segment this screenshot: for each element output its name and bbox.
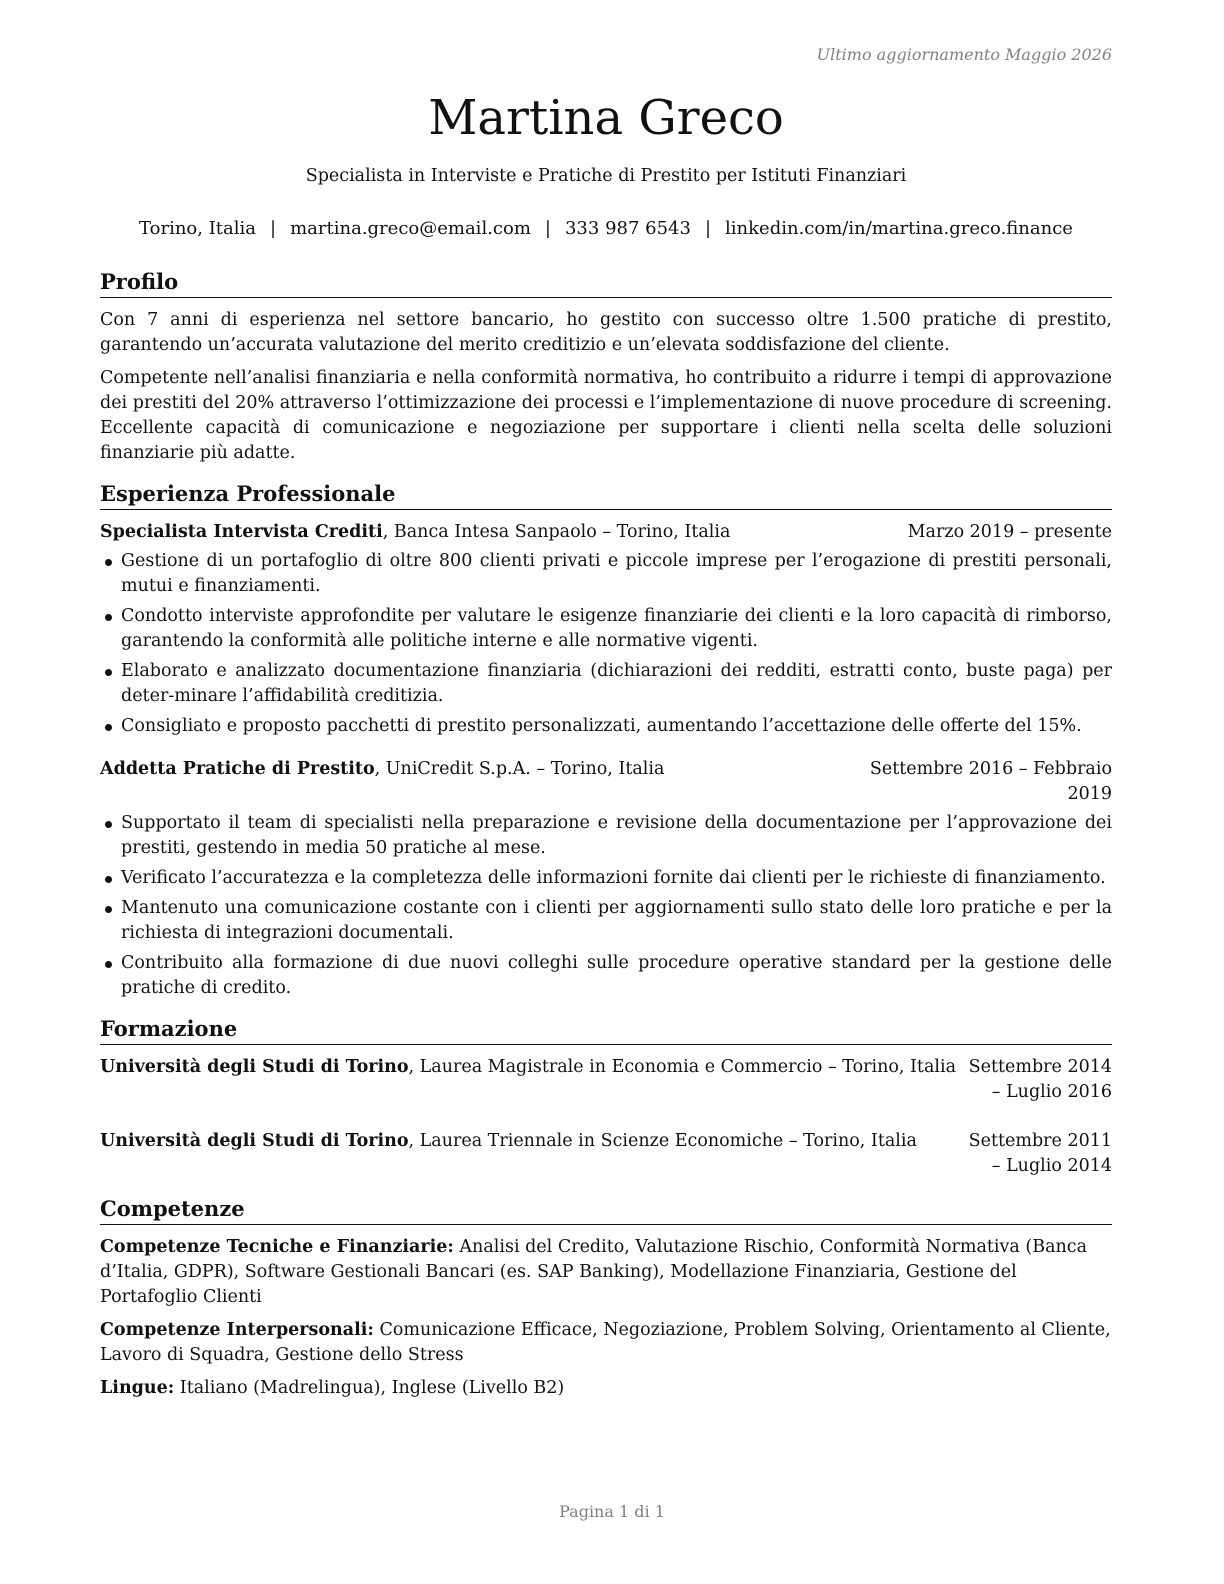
education-detail: , Laurea Triennale in Scienze Economiche – Torino, Italia bbox=[408, 1131, 917, 1151]
skills-row bbox=[100, 1376, 1112, 1401]
candidate-name: Martina Greco bbox=[428, 90, 784, 146]
education-detail: , Laurea Magistrale in Economia e Commercio – Torino, Italia bbox=[408, 1057, 957, 1077]
page-number: Pagina 1 di 1 bbox=[559, 1502, 665, 1521]
skills-label: Competenze Tecniche e Finanziarie: bbox=[100, 1237, 454, 1257]
skills-section-title: Competenze bbox=[100, 1195, 1112, 1225]
job-bullet: Gestione di un portafoglio di oltre 800 clienti privati e piccole imprese per l’erogazione di prestiti personali, mutui e finanziamenti. bbox=[100, 549, 1112, 599]
skills-section bbox=[100, 1195, 1112, 1401]
contact-separator: | bbox=[544, 218, 551, 239]
job-bullet-list bbox=[100, 549, 1112, 739]
education-entry bbox=[100, 1055, 1112, 1105]
contact-email[interactable]: martina.greco@email.com bbox=[290, 218, 531, 239]
job-bullet: Condotto interviste approfondite per valutare le esigenze finanziarie dei clienti e la loro capacità di rimborso, garantendo la conformità alle politiche interne e alle normative vigenti. bbox=[100, 604, 1112, 654]
experience-section bbox=[100, 480, 1112, 1001]
job-bullet-list bbox=[100, 811, 1112, 1001]
contact-separator: | bbox=[704, 218, 712, 239]
last-updated-note: Ultimo aggiornamento Maggio 2026 bbox=[816, 45, 1112, 64]
skills-value: Italiano (Madrelingua), Inglese (Livello B2) bbox=[174, 1378, 565, 1398]
job-bullet: Mantenuto una comunicazione costante con i clienti per aggiornamenti sullo stato delle loro pratiche e per la richiesta di integrazioni documentali. bbox=[100, 896, 1112, 946]
job-bullet: Supportato il team di specialisti nella preparazione e revisione della documentazione per l’approvazione dei prestiti, gestendo in media 50 pratiche al mese. bbox=[100, 811, 1112, 861]
resume-page bbox=[100, 0, 1112, 1584]
job-entry bbox=[100, 757, 1112, 1001]
skills-value: Comunicazione Efficace, Negoziazione, Problem Solving, Orientamento al Cliente, Lavoro di Squadra, Gestione dello Stress bbox=[100, 1320, 1111, 1365]
skills-row bbox=[100, 1318, 1112, 1368]
education-school: Università degli Studi di Torino bbox=[100, 1057, 409, 1077]
job-bullet: Verificato l’accuratezza e la completezza delle informazioni fornite dai clienti per le richieste di finanziamento. bbox=[100, 866, 1112, 891]
contact-location: Torino, Italia bbox=[139, 218, 257, 239]
profile-section bbox=[100, 268, 1112, 466]
skills-label: Competenze Interpersonali: bbox=[100, 1320, 374, 1340]
experience-section-title: Esperienza Professionale bbox=[100, 480, 1112, 510]
job-bullet: Contribuito alla formazione di due nuovi colleghi sulle procedure operative standard per la gestione delle pratiche di credito. bbox=[100, 951, 1112, 1001]
profile-section-title: Profilo bbox=[100, 268, 1112, 298]
contact-line bbox=[100, 218, 1112, 239]
profile-paragraph: Con 7 anni di esperienza nel settore bancario, ho gestito con successo oltre 1.500 pratiche di prestito, garantendo un’accurata valutazione del merito creditizio e un’elevata soddisfazione del cliente. bbox=[100, 310, 1112, 355]
skills-value: Analisi del Credito, Valutazione Rischio, Conformità Normativa (Banca d’Italia, GDPR), Software Gestionali Bancari (es. SAP Banking), Modellazione Finanziaria, Gestione del Portafoglio Clienti bbox=[100, 1237, 1088, 1307]
education-entry bbox=[100, 1129, 1112, 1179]
job-dates: Marzo 2019 – presente bbox=[907, 522, 1112, 542]
job-company: , UniCredit S.p.A. – Torino, Italia bbox=[374, 759, 665, 779]
skills-label: Lingue: bbox=[100, 1378, 175, 1398]
contact-separator: | bbox=[270, 218, 277, 239]
profile-paragraph: Competente nell’analisi finanziaria e nella conformità normativa, ho contribuito a ridurre i tempi di approvazione dei prestiti del 20% attraverso l’ottimizzazione dei processi e l’implementazione di nuove procedure di screening. Eccellente capacità di comunicazione e negoziazione per supportare i clienti nella scelta delle soluzioni finanziarie più adatte. bbox=[100, 368, 1112, 463]
job-bullet: Consigliato e proposto pacchetti di prestito personalizzati, aumentando l’accettazione delle offerte del 15%. bbox=[100, 714, 1112, 739]
job-header bbox=[100, 757, 1112, 807]
job-company: , Banca Intesa Sanpaolo – Torino, Italia bbox=[382, 522, 731, 542]
job-bullet: Elaborato e analizzato documentazione finanziaria (dichiarazioni dei redditi, estratti conto, buste paga) per deter-minare l’affidabilità creditizia. bbox=[100, 659, 1112, 709]
education-school: Università degli Studi di Torino bbox=[100, 1131, 409, 1151]
education-section-title: Formazione bbox=[100, 1015, 1112, 1045]
contact-phone[interactable]: 333 987 6543 bbox=[564, 218, 691, 239]
education-dates: Settembre 2011 – Luglio 2014 bbox=[968, 1131, 1112, 1176]
skills-row bbox=[100, 1235, 1112, 1310]
job-role: Specialista Intervista Crediti bbox=[100, 522, 383, 542]
candidate-subtitle: Specialista in Interviste e Pratiche di Prestito per Istituti Finanziari bbox=[305, 166, 907, 186]
job-entry bbox=[100, 520, 1112, 739]
education-dates: Settembre 2014 – Luglio 2016 bbox=[968, 1057, 1112, 1102]
resume-body bbox=[100, 268, 1112, 1409]
job-dates: Settembre 2016 – Febbraio 2019 bbox=[869, 759, 1112, 804]
job-role: Addetta Pratiche di Prestito bbox=[100, 759, 375, 779]
job-header bbox=[100, 520, 1112, 545]
contact-linkedin[interactable]: linkedin.com/in/martina.greco.finance bbox=[725, 218, 1073, 239]
education-section bbox=[100, 1015, 1112, 1179]
